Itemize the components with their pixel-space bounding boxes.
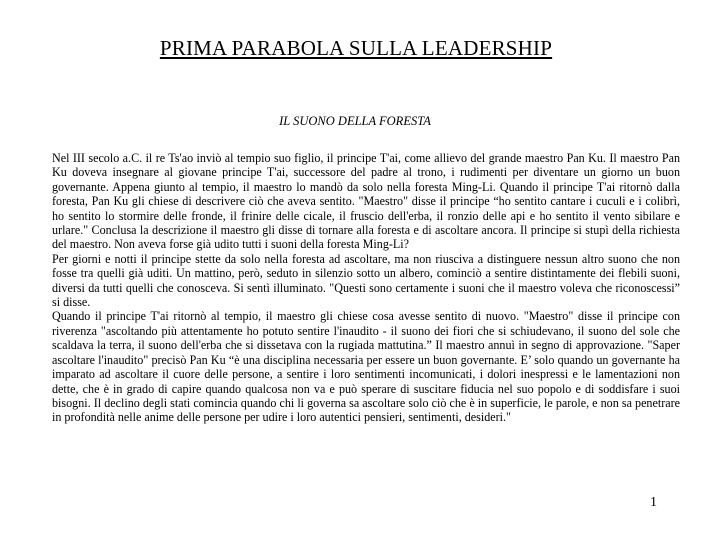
paragraph: Per giorni e notti il principe stette da solo nella foresta ad ascoltare, ma non riusciva a distinguere nessun altro suono che non fosse tra quelli già uditi. Un mattino, però, seduto in silenzio sotto un albero, cominciò a sentire distintamente dei flebili suoni, diversi da tutti quelli che conosceva. Si sentì illuminato. "Questi sono certamente i suoni che il maestro voleva che riconoscessi” si disse. [52, 251, 680, 310]
story-body [52, 151, 680, 425]
paragraph: Nel III secolo a.C. il re Ts'ao inviò al tempio suo figlio, il principe T'ai, come allievo del grande maestro Pan Ku. Il maestro Pan Ku doveva insegnare al giovane principe T'ai, successore del padre al trono, i rudimenti per diventare un giorno un buon governante. Appena giunto al tempio, il maestro lo mandò da solo nella foresta Ming-Li. Quando il principe T'ai ritornò dalla foresta, Pan Ku gli chiese di descrivere ciò che aveva sentito. "Maestro" disse il principe “ho sentito cantare i cuculi e i colibrì, ho sentito lo stormire delle fronde, il frinire delle cicale, il fruscio dell'erba, il ronzio delle api e ho sentito il vento sibilare e urlare." Conclusa la descrizione il maestro gli disse di tornare alla foresta e di ascoltare ancora. Il principe si stupì della richiesta del maestro. Non aveva forse già udito tutti i suoni della foresta Ming-Li? [52, 151, 680, 252]
section-subtitle: IL SUONO DELLA FORESTA [279, 114, 431, 128]
page-number: 1 [650, 495, 657, 510]
paragraph: Quando il principe T'ai ritornò al tempio, il maestro gli chiese cosa avesse sentito di nuovo. "Maestro" disse il principe con riverenza "ascoltando più attentamente ho potuto sentire l'inaudito - il suono dei fiori che si schiudevano, il suono del sole che scaldava la terra, il suono dell'erba che si dissetava con la rugiada mattutina.” Il maestro annuì in segno di approvazione. "Saper ascoltare l'inaudito" precisò Pan Ku “è una disciplina necessaria per essere un buon governante. E’ solo quando un governante ha imparato ad ascoltare il cuore delle persone, a sentire i loro sentimenti incomunicati, i dolori inespressi e le lamentazioni non dette, che è in grado di capire quando qualcosa non va e può sperare di suscitare fiducia nel suo popolo e di soddisfare i suoi bisogni. Il declino degli stati comincia quando chi li governa sa ascoltare solo ciò che è in superficie, le parole, e non sa penetrare in profondità nelle anime delle persone per udire i loro autentici pensieri, sentimenti, desideri." [52, 309, 680, 425]
page-title: PRIMA PARABOLA SULLA LEADERSHIP [159, 36, 553, 60]
